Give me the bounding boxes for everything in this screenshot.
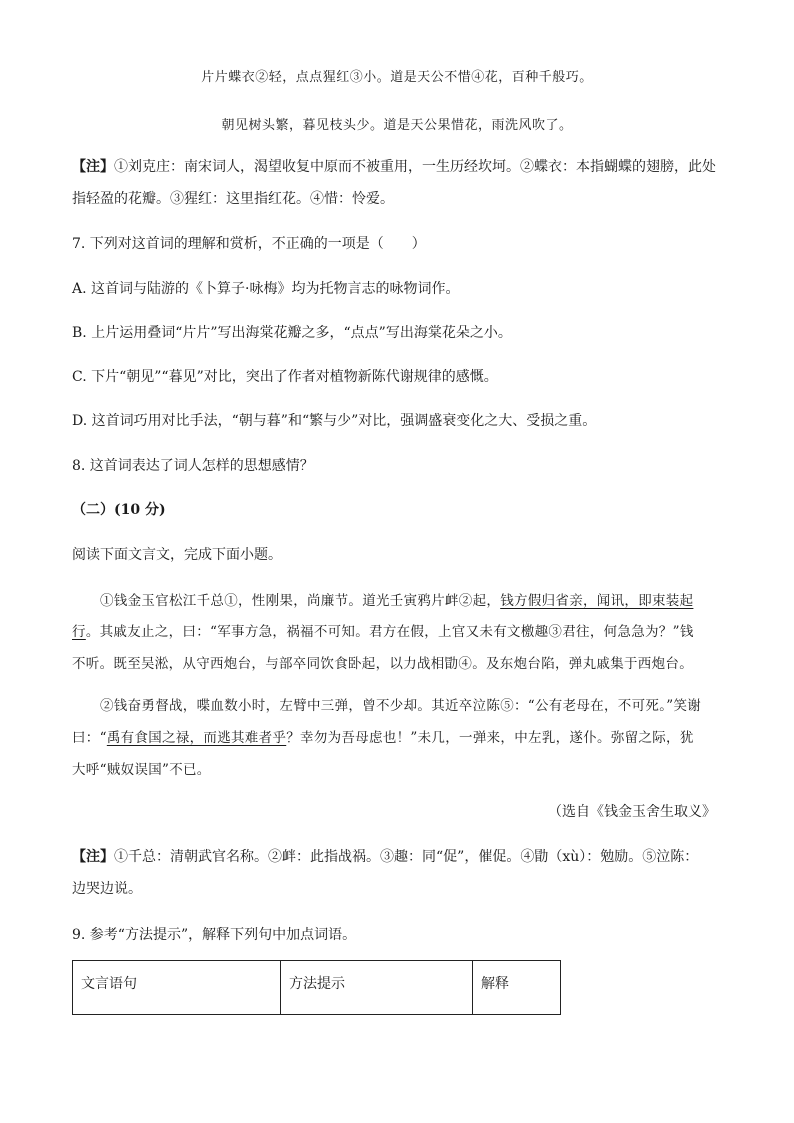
passage-p1-line-3: 不听。既至吴淞，从守西炮台，与部卒同饮食卧起，以力战相勖④。及东炮台陷，弹丸戚集于西炮台。: [72, 656, 693, 672]
underlined-phrase: 行: [72, 624, 86, 640]
note-text: ①刘克庄：南宋词人，渴望收复中原而不被重用，一生历经坎坷。②蝶衣：本指蝴蝶的翅膀，此处: [114, 159, 716, 175]
table-header-row: [73, 961, 561, 1015]
question-7-stem: 7. 下列对这首词的理解和赏析，不正确的一项是（ ）: [72, 236, 426, 252]
section-instruction: 阅读下面文言文，完成下面小题。: [72, 547, 282, 563]
passage-source: （选自《钱金玉舍生取义》: [548, 804, 716, 820]
passage-p2-line-3: 大呼“贼奴误国”不已。: [72, 762, 211, 778]
passage-p1-line-2: [72, 620, 694, 640]
table-header-cell: 方法提示: [281, 961, 473, 1015]
question-7-option-d: D. 这首词巧用对比手法，“朝与暮”和“繁与少”对比，强调盛衰变化之大、受损之重。: [72, 413, 597, 429]
answer-table: [72, 960, 561, 1015]
table-header-cell: 解释: [473, 961, 561, 1015]
note-prefix: 【注】: [72, 849, 114, 865]
underlined-phrase: 钱方假归省亲，闻讯，即束装起: [500, 593, 694, 609]
question-7-option-c: C. 下片“朝见”“暮见”对比，突出了作者对植物新陈代谢规律的感慨。: [72, 369, 498, 385]
passage-text: ①钱金玉官松江千总①，性刚果，尚廉节。道光壬寅鸦片衅②起，: [100, 593, 501, 609]
poem-line-2: 朝见树头繁，暮见枝头少。道是天公果惜花，雨洗风吹了。: [221, 118, 573, 133]
question-7-option-a: A. 这首词与陆游的《卜算子·咏梅》均为托物言志的咏物词作。: [72, 281, 460, 297]
underlined-phrase: 禹有食国之禄，而逃其难者乎: [106, 730, 287, 746]
passage-text: 曰：“: [72, 730, 107, 746]
note-1-line-1: [72, 156, 716, 176]
table-header-cell: 文言语句: [73, 961, 281, 1015]
note-2-line-2: 边哭边说。: [72, 881, 142, 897]
question-9-stem: 9. 参考“方法提示”，解释下列句中加点词语。: [72, 927, 357, 943]
passage-p2-line-2: [72, 726, 694, 746]
passage-p2-line-1: ②钱奋勇督战，喋血数小时，左臂中三弹，曾不少却。其近卒泣陈⑤：“公有老母在，不可死。”笑谢: [100, 698, 702, 714]
note-text: ①千总：清朝武官名称。②衅：此指战祸。③趣：同“促”，催促。④勖（xù）：勉励。⑤泣陈：: [114, 849, 699, 865]
note-prefix: 【注】: [72, 159, 114, 175]
section-heading: （二）(10 分): [72, 502, 166, 518]
note-2-line-1: [72, 846, 698, 866]
poem-line-1: 片片蝶衣②轻，点点猩红③小。道是天公不惜④花，百种千般巧。: [201, 70, 593, 85]
passage-text: ？幸勿为吾母虑也！”未几，一弹来，中左乳，遂仆。弥留之际，犹: [286, 730, 694, 746]
note-1-line-2: 指轻盈的花瓣。③猩红：这里指红花。④惜：怜爱。: [72, 191, 394, 207]
passage-text: 。其戚友止之，曰：“军事方急，祸福不可知。君方在假，上官又未有文檄趣③君往，何急急为？”钱: [85, 624, 694, 640]
question-8-stem: 8. 这首词表达了词人怎样的思想感情？: [72, 458, 314, 474]
passage-p1-line-1: [100, 589, 693, 609]
question-7-option-b: B. 上片运用叠词“片片”写出海棠花瓣之多，“点点”写出海棠花朵之小。: [72, 325, 512, 341]
